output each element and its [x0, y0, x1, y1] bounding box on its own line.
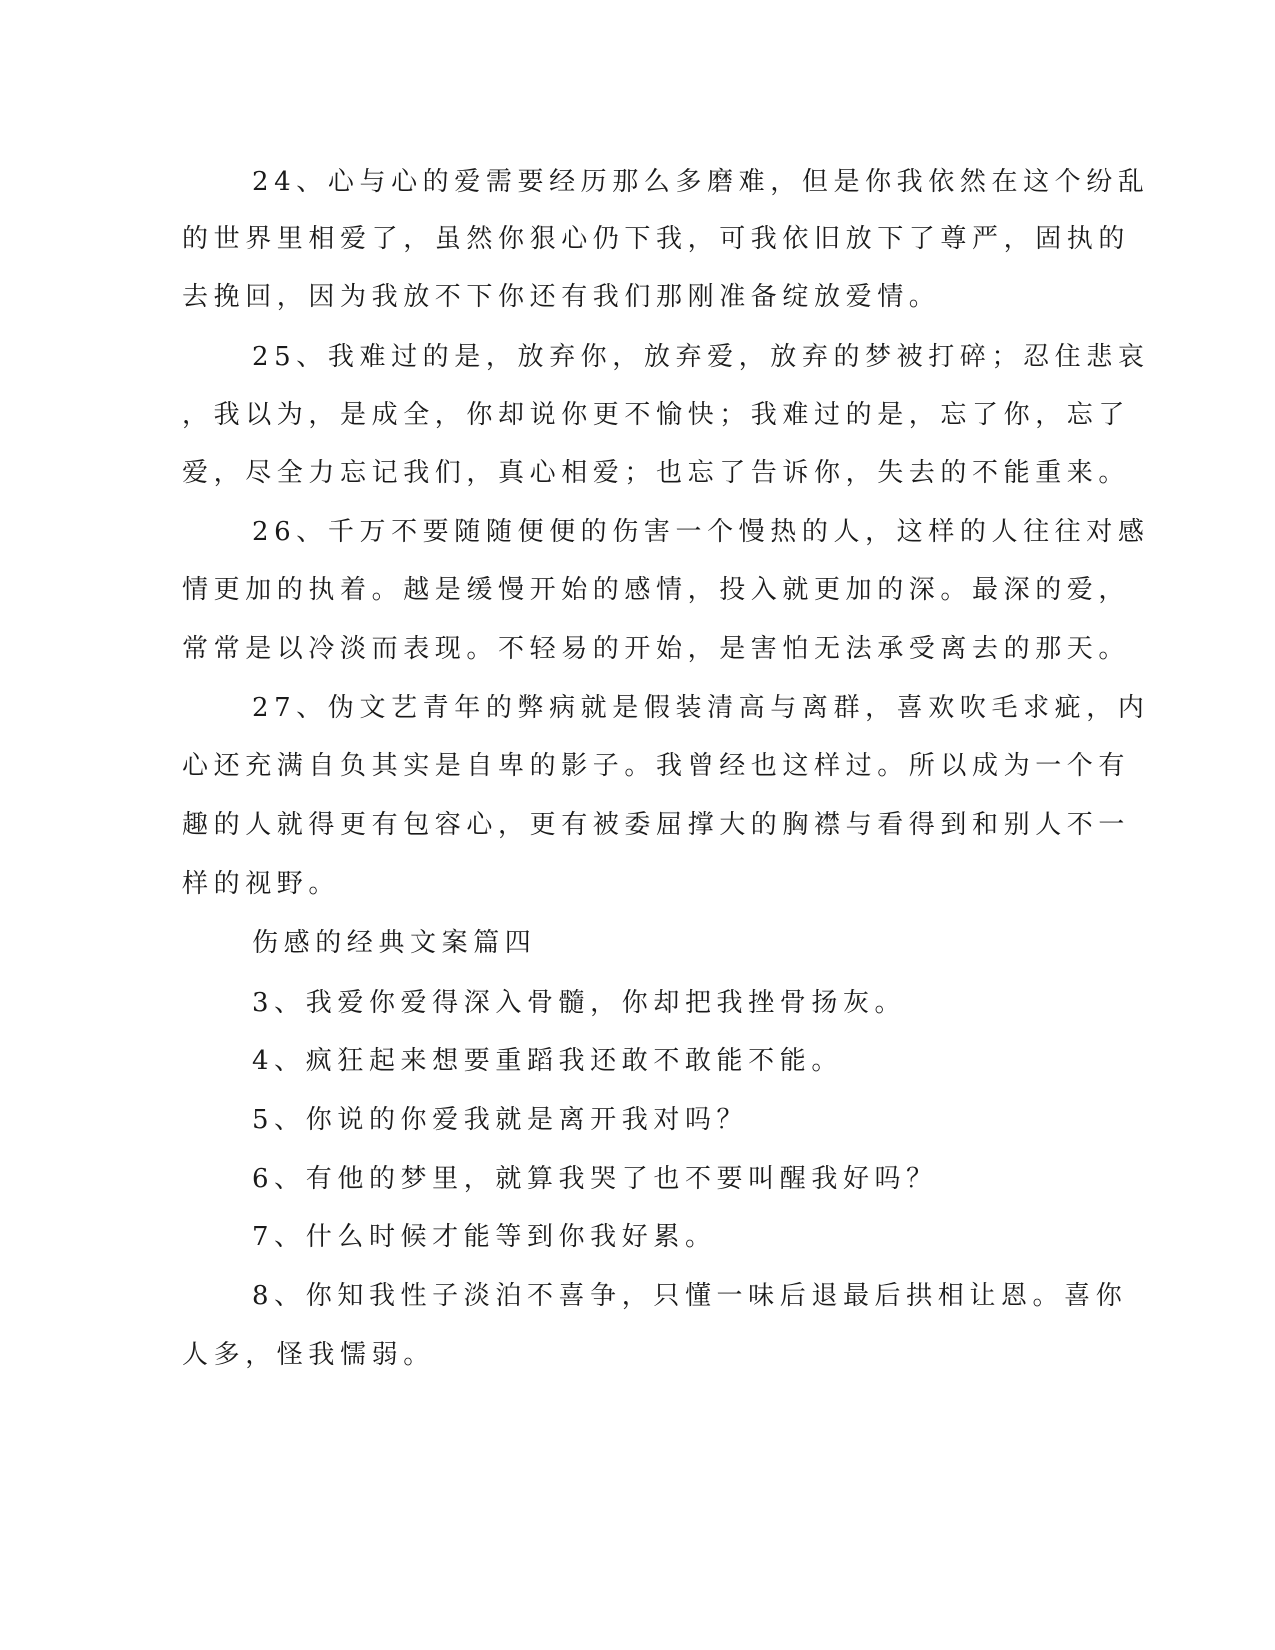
paragraph-6: 6、有他的梦里，就算我哭了也不要叫醒我好吗？ — [252, 1164, 938, 1194]
paragraph-25-line-1: 25、我难过的是，放弃你，放弃爱，放弃的梦被打碎；忍住悲哀 — [252, 342, 1150, 372]
section-heading: 伤感的经典文案篇四 — [252, 928, 537, 958]
paragraph-24-line-3: 去挽回，因为我放不下你还有我们那刚准备绽放爱情。 — [182, 282, 941, 312]
paragraph-7: 7、什么时候才能等到你我好累。 — [252, 1222, 717, 1252]
paragraph-27-line-3: 趣的人就得更有包容心，更有被委屈撑大的胸襟与看得到和别人不一 — [182, 810, 1131, 840]
paragraph-8-line-1: 8、你知我性子淡泊不喜争，只懂一味后退最后拱相让恩。喜你 — [252, 1281, 1128, 1311]
paragraph-24-line-1: 24、心与心的爱需要经历那么多磨难，但是你我依然在这个纷乱 — [252, 167, 1150, 197]
paragraph-26-line-1: 26、千万不要随随便便的伤害一个慢热的人，这样的人往往对感 — [252, 517, 1150, 547]
paragraph-26-line-2: 情更加的执着。越是缓慢开始的感情，投入就更加的深。最深的爱， — [182, 575, 1131, 605]
paragraph-27-line-2: 心还充满自负其实是自卑的影子。我曾经也这样过。所以成为一个有 — [182, 751, 1131, 781]
paragraph-4: 4、疯狂起来想要重蹈我还敢不敢能不能。 — [252, 1046, 843, 1076]
paragraph-3: 3、我爱你爱得深入骨髓，你却把我挫骨扬灰。 — [252, 988, 907, 1018]
paragraph-25-line-2: ，我以为，是成全，你却说你更不愉快；我难过的是，忘了你，忘了 — [182, 400, 1131, 430]
paragraph-24-line-2: 的世界里相爱了，虽然你狠心仍下我，可我依旧放下了尊严，固执的 — [182, 224, 1131, 254]
paragraph-26-line-3: 常常是以冷淡而表现。不轻易的开始，是害怕无法承受离去的那天。 — [182, 634, 1131, 664]
paragraph-27-line-4: 样的视野。 — [182, 869, 341, 899]
paragraph-8-line-2: 人多，怪我懦弱。 — [182, 1340, 435, 1370]
paragraph-27-line-1: 27、伪文艺青年的弊病就是假装清高与离群，喜欢吹毛求疵，内 — [252, 693, 1150, 723]
paragraph-25-line-3: 爱，尽全力忘记我们，真心相爱；也忘了告诉你，失去的不能重来。 — [182, 458, 1131, 488]
paragraph-5: 5、你说的你爱我就是离开我对吗？ — [252, 1105, 749, 1135]
